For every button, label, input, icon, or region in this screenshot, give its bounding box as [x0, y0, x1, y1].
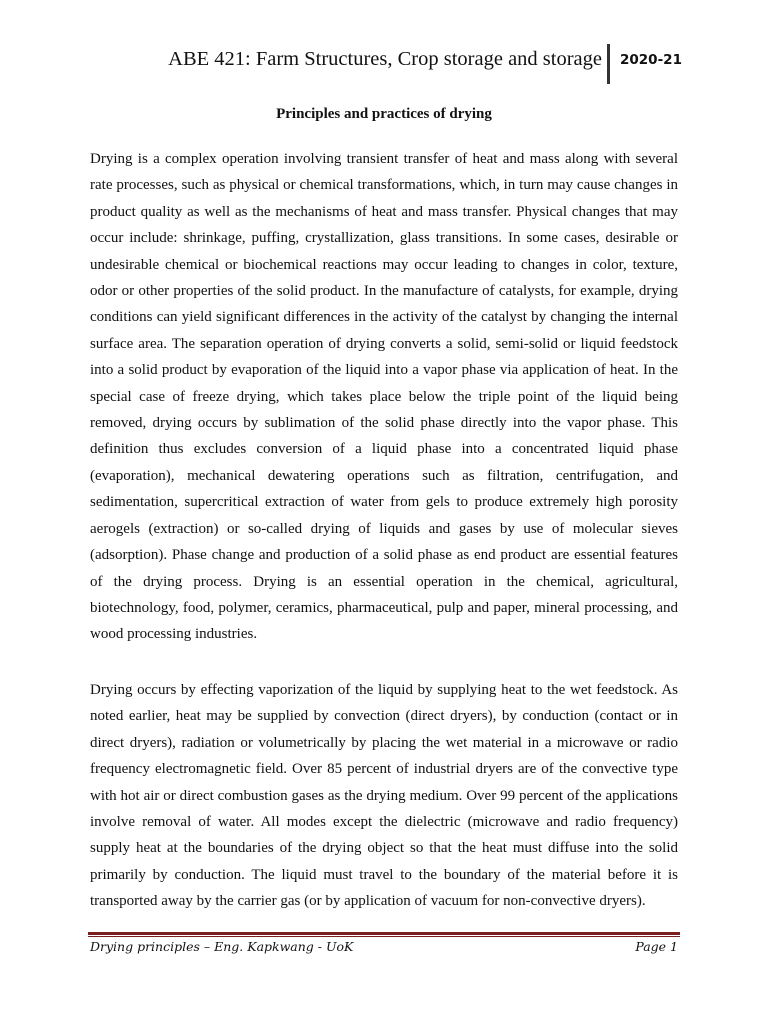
- footer-author: Drying principles – Eng. Kapkwang - UoK: [90, 939, 354, 954]
- header-academic-year: 2020-21: [620, 52, 682, 68]
- document-title: Principles and practices of drying: [276, 106, 492, 122]
- page-header: [0, 44, 768, 84]
- body-paragraph-1: Drying is a complex operation involving transient transfer of heat and mass along with several rate processes, such as physical or chemical transformations, which, in turn may cause changes in product quality as well as the mechanisms of heat and mass transfer. Physical changes that may occur include: shrinkage, puffing, crystallization, glass transitions. In some cases, desirable or undesirable chemical or biochemical reactions may occur leading to changes in color, texture, odor or other properties of the solid product. In the manufacture of catalysts, for example, drying conditions can yield significant differences in the activity of the catalyst by changing the internal surface area. The separation operation of drying converts a solid, semi-solid or liquid feedstock into a solid product by evaporation of the liquid into a vapor phase via application of heat. In the special case of freeze drying, which takes place below the triple point of the liquid being removed, drying occurs by sublimation of the solid phase directly into the vapor phase. This definition thus excludes conversion of a liquid phase into a concentrated liquid phase (evaporation), mechanical dewatering operations such as filtration, centrifugation, and sedimentation, supercritical extraction of water from gels to produce extremely high porosity aerogels (extraction) or so-called drying of liquids and gases by use of molecular sieves (adsorption). Phase change and production of a solid phase as end product are essential features of the drying process. Drying is an essential operation in the chemical, agricultural, biotechnology, food, polymer, ceramics, pharmaceutical, pulp and paper, mineral processing, and wood processing industries.: [90, 151, 678, 643]
- header-course-title: ABE 421: Farm Structures, Crop storage and storage: [168, 48, 602, 70]
- footer-page-number: Page 1: [635, 939, 678, 954]
- body-paragraph-2: Drying occurs by effecting vaporization of the liquid by supplying heat to the wet feedstock. As noted earlier, heat may be supplied by convection (direct dryers), by conduction (contact or in direct dryers), radiation or volumetrically by placing the wet material in a microwave or radio frequency electromagnetic field. Over 85 percent of industrial dryers are of the convective type with hot air or direct combustion gases as the drying medium. Over 99 percent of the applications involve removal of water. All modes except the dielectric (microwave and radio frequency) supply heat at the boundaries of the drying object so that the heat must diffuse into the solid primarily by conduction. The liquid must travel to the boundary of the material before it is transported away by the carrier gas (or by application of vacuum for non-convective dryers).: [90, 682, 678, 910]
- page-footer: [90, 939, 678, 959]
- header-divider: [607, 44, 610, 84]
- footer-rule: [88, 932, 680, 937]
